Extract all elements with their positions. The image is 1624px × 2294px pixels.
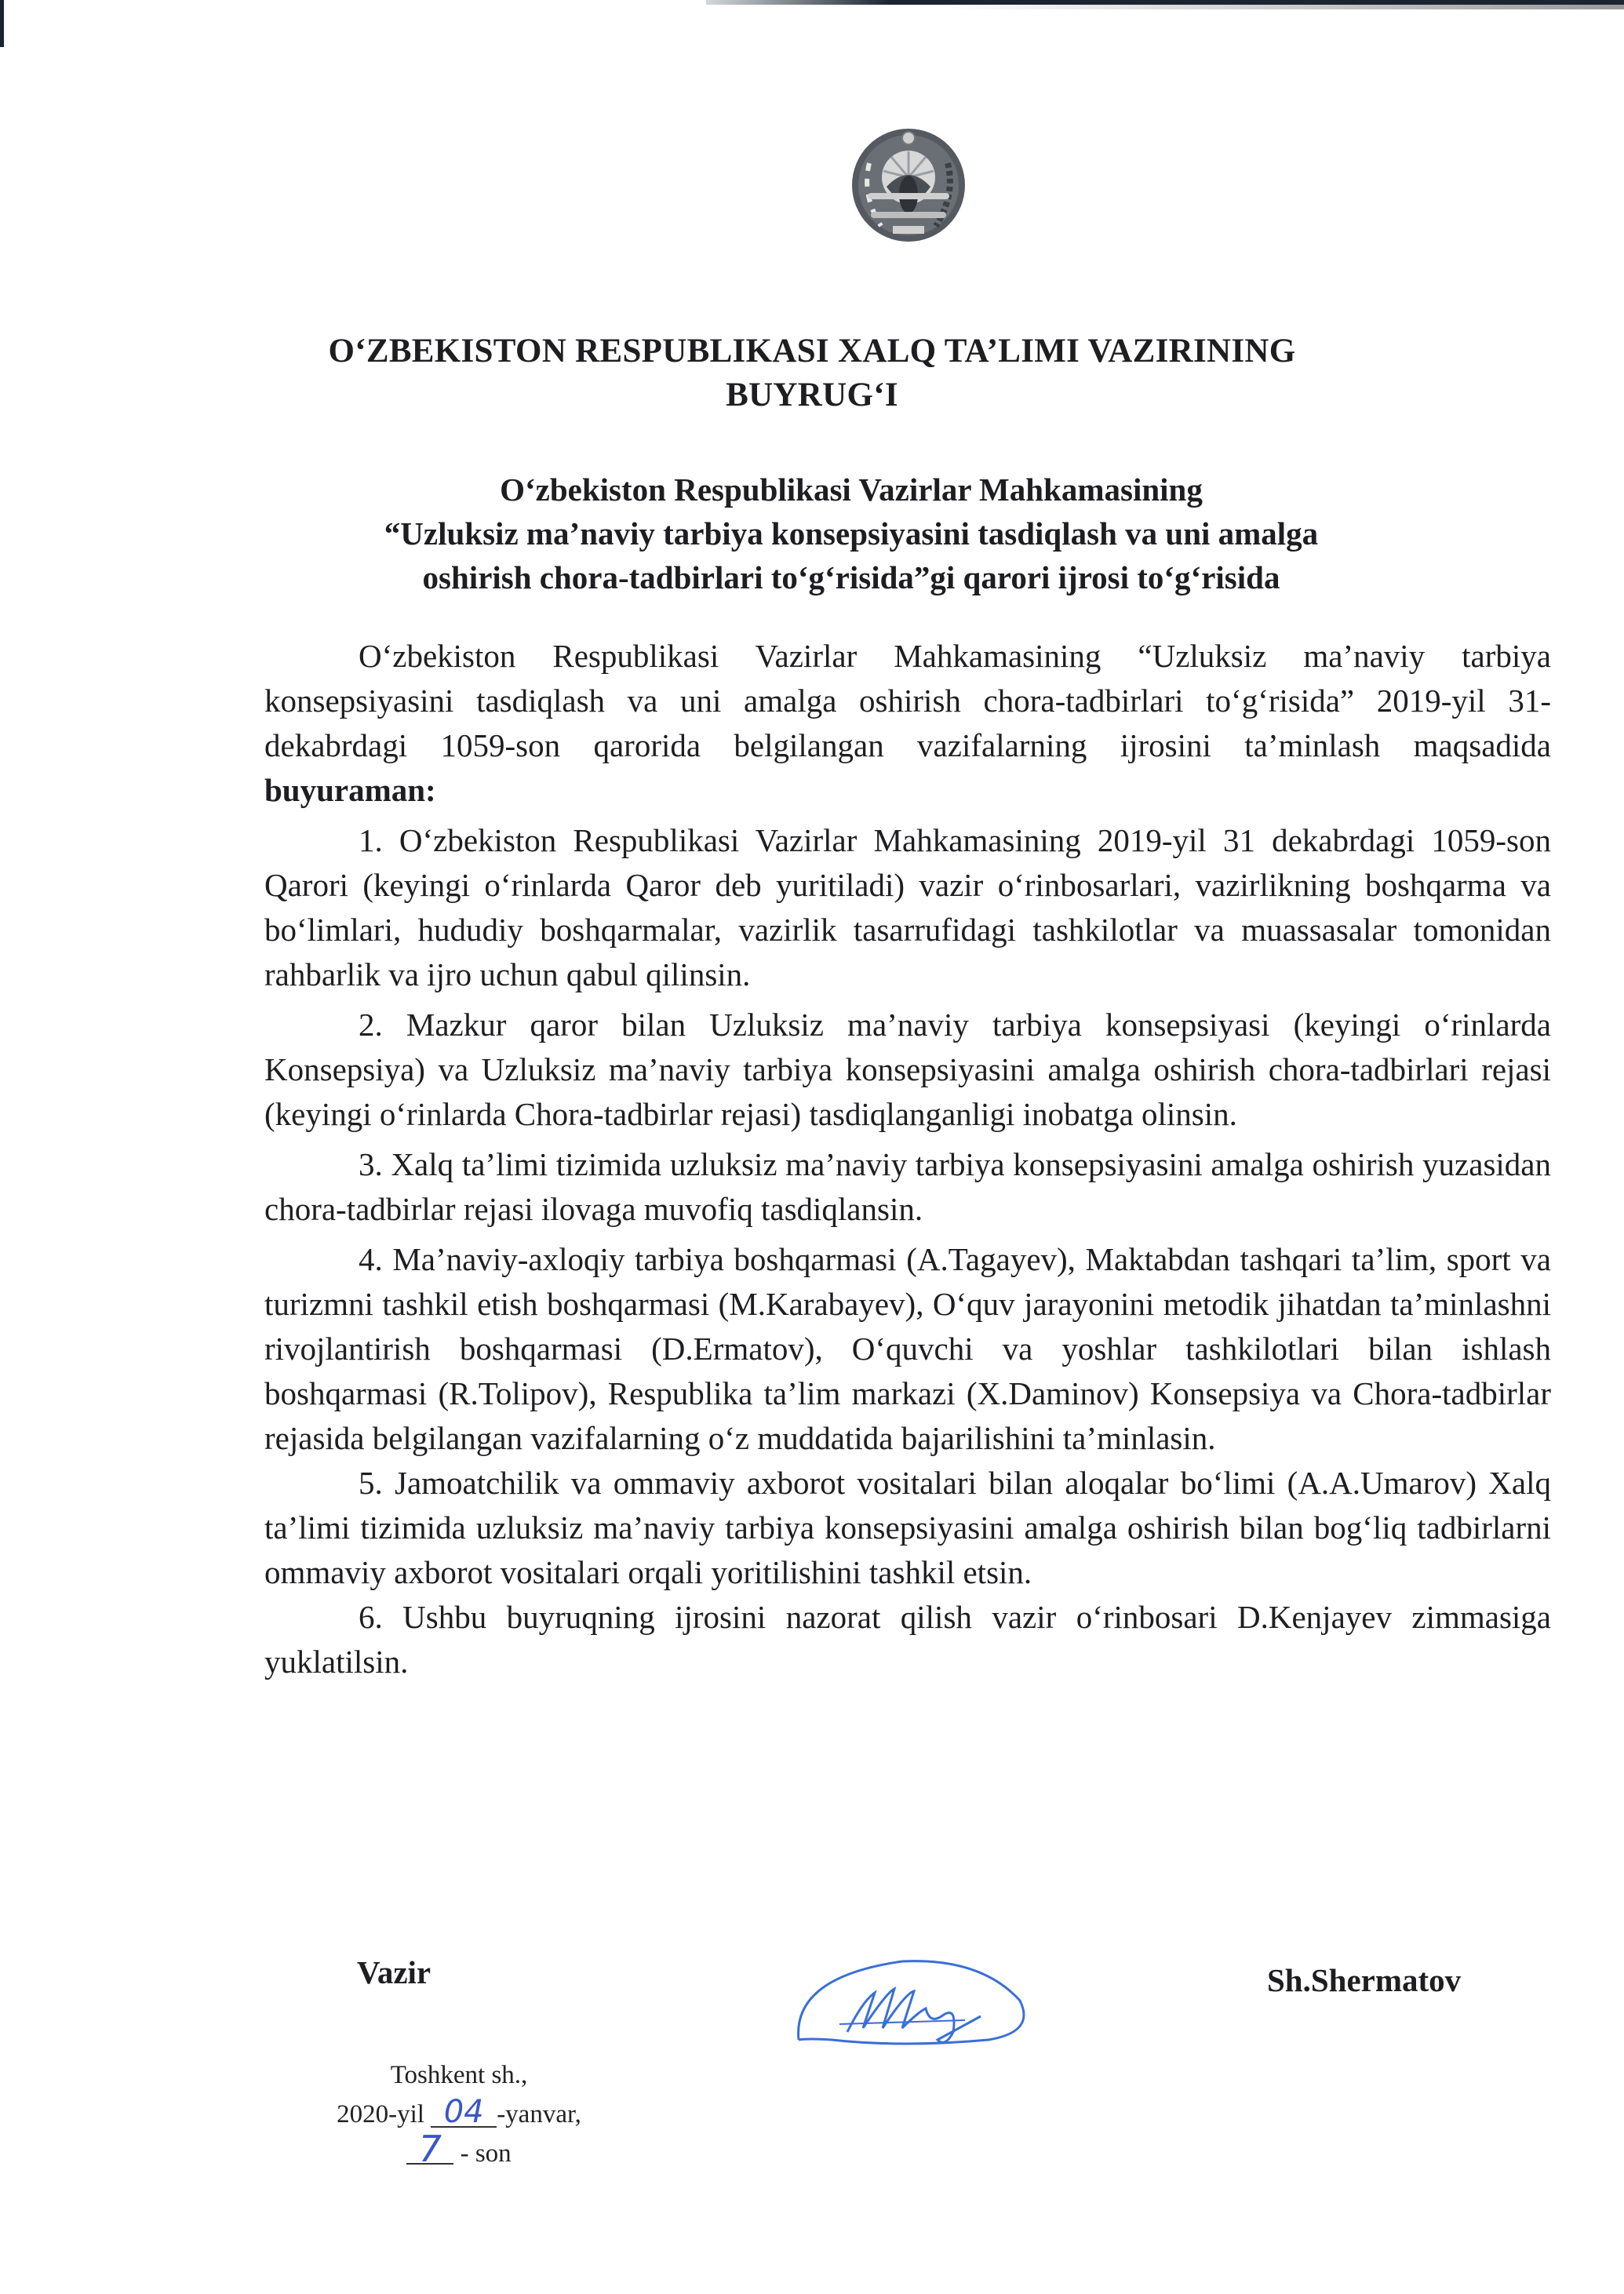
subtitle-line: “Uzluksiz ma’naviy tarbiya konsepsiyasini tasdiqlash va uni amalga <box>384 515 1319 552</box>
handwritten-day: 04 <box>431 2098 497 2128</box>
order-item: 5. Jamoatchilik va ommaviy axborot vositalari bilan aloqalar bo‘limi (A.A.Umarov) Xalq ta’limi tizimida uzluksiz ma’naviy tarbiya konsepsiyasini amalga oshirish bilan bog‘liq tadbirlarni ommaviy axborot vositalari orqali yoritilishini tashkil etsin. <box>264 1465 1551 1590</box>
scan-edge-shadow <box>941 5 1624 9</box>
order-item: 1. O‘zbekiston Respublikasi Vazirlar Mahkamasining 2019-yil 31 dekabrdagi 1059-son Qarori (keyingi o‘rinlarda Qaror deb yuritiladi) vazir o‘rinbosarlari, vazirlikning boshqarma va bo‘limlari, hududiy boshqarmalar, vazirlik tasarrufidagi tashkilotlar va muassasalar tomonidan rahbarlik va ijro uchun qabul qilinsin. <box>264 822 1551 992</box>
signer-name: Sh.Shermatov <box>1267 1962 1462 1998</box>
preamble-bold-text: buyuraman: <box>264 772 436 808</box>
document-title <box>235 330 1389 417</box>
signer-position: Vazir <box>357 1954 431 1990</box>
handwritten-signature-icon <box>785 1946 1051 2055</box>
preamble-text: O‘zbekiston Respublikasi Vazirlar Mahkamasining “Uzluksiz ma’naviy tarbiya konsepsiyasini tasdiqlash va uni amalga oshirish chora-tadbirlari to‘g‘risida” 2019-yil 31-dekabrdagi 1059-son qarorida belgilangan vazifalarning ijrosini ta’minlash maqsadida <box>264 638 1551 763</box>
order-item: 2. Mazkur qaror bilan Uzluksiz ma’naviy tarbiya konsepsiyasi (keyingi o‘rinlarda Konsepsiya) va Uzluksiz ma’naviy tarbiya konsepsiyasini amalga oshirish chora-tadbirlari rejasi (keyingi o‘rinlarda Chora-tadbirlar rejasi) tasdiqlanganligi inobatga olinsin. <box>264 1007 1551 1132</box>
order-item: 3. Xalq ta’limi tizimida uzluksiz ma’naviy tarbiya konsepsiyasini amalga oshirish yuzasidan chora-tadbirlar rejasi ilovaga muvofiq tasdiqlansin. <box>264 1146 1551 1227</box>
order-item: 4. Ma’naviy-axloqiy tarbiya boshqarmasi (A.Tagayev), Maktabdan tashqari ta’lim, sport va turizmni tashkil etish boshqarmasi (M.Karabayev), O‘quv jarayonini metodik jihatdan ta’minlashni rivojlantirish boshqarmasi (D.Ermatov), O‘quvchi va yoshlar tashkilotlari bilan ishlash boshqarmasi (R.Tolipov), Respublika ta’lim markazi (X.Daminov) Konsepsiya va Chora-tadbirlar rejasida belgilangan vazifalarning o‘z muddatida bajarilishini ta’minlasin. <box>264 1241 1551 1456</box>
date-suffix: -yanvar, <box>497 2100 581 2128</box>
handwritten-number: 7 <box>406 2135 453 2165</box>
preamble-paragraph <box>264 634 1551 813</box>
order-number <box>282 2128 635 2173</box>
signature-block <box>0 1946 1624 2071</box>
document-body <box>264 634 1551 1684</box>
issue-date <box>282 2095 635 2134</box>
title-line: BUYRUG‘I <box>726 377 898 413</box>
subtitle-line: O‘zbekiston Respublikasi Vazirlar Mahkamasining <box>500 472 1203 508</box>
scan-edge-left <box>0 0 4 47</box>
issue-city: Toshkent sh., <box>390 2061 528 2089</box>
subtitle-line: oshirish chora-tadbirlari to‘g‘risida”gi qarori ijrosi to‘g‘risida <box>422 559 1280 595</box>
number-suffix: - son <box>460 2139 512 2168</box>
document-subtitle <box>235 468 1467 599</box>
order-item: 6. Ushbu buyruqning ijrosini nazorat qilish vazir o‘rinbosari D.Kenjayev zimmasiga yuklatilsin. <box>264 1599 1551 1680</box>
uzbekistan-state-emblem-icon <box>838 108 979 249</box>
title-line: O‘ZBEKISTON RESPUBLIKASI XALQ TA’LIMI VAZIRINING <box>328 333 1296 370</box>
date-prefix: 2020-yil <box>337 2100 424 2128</box>
issue-place-date <box>282 2055 635 2173</box>
